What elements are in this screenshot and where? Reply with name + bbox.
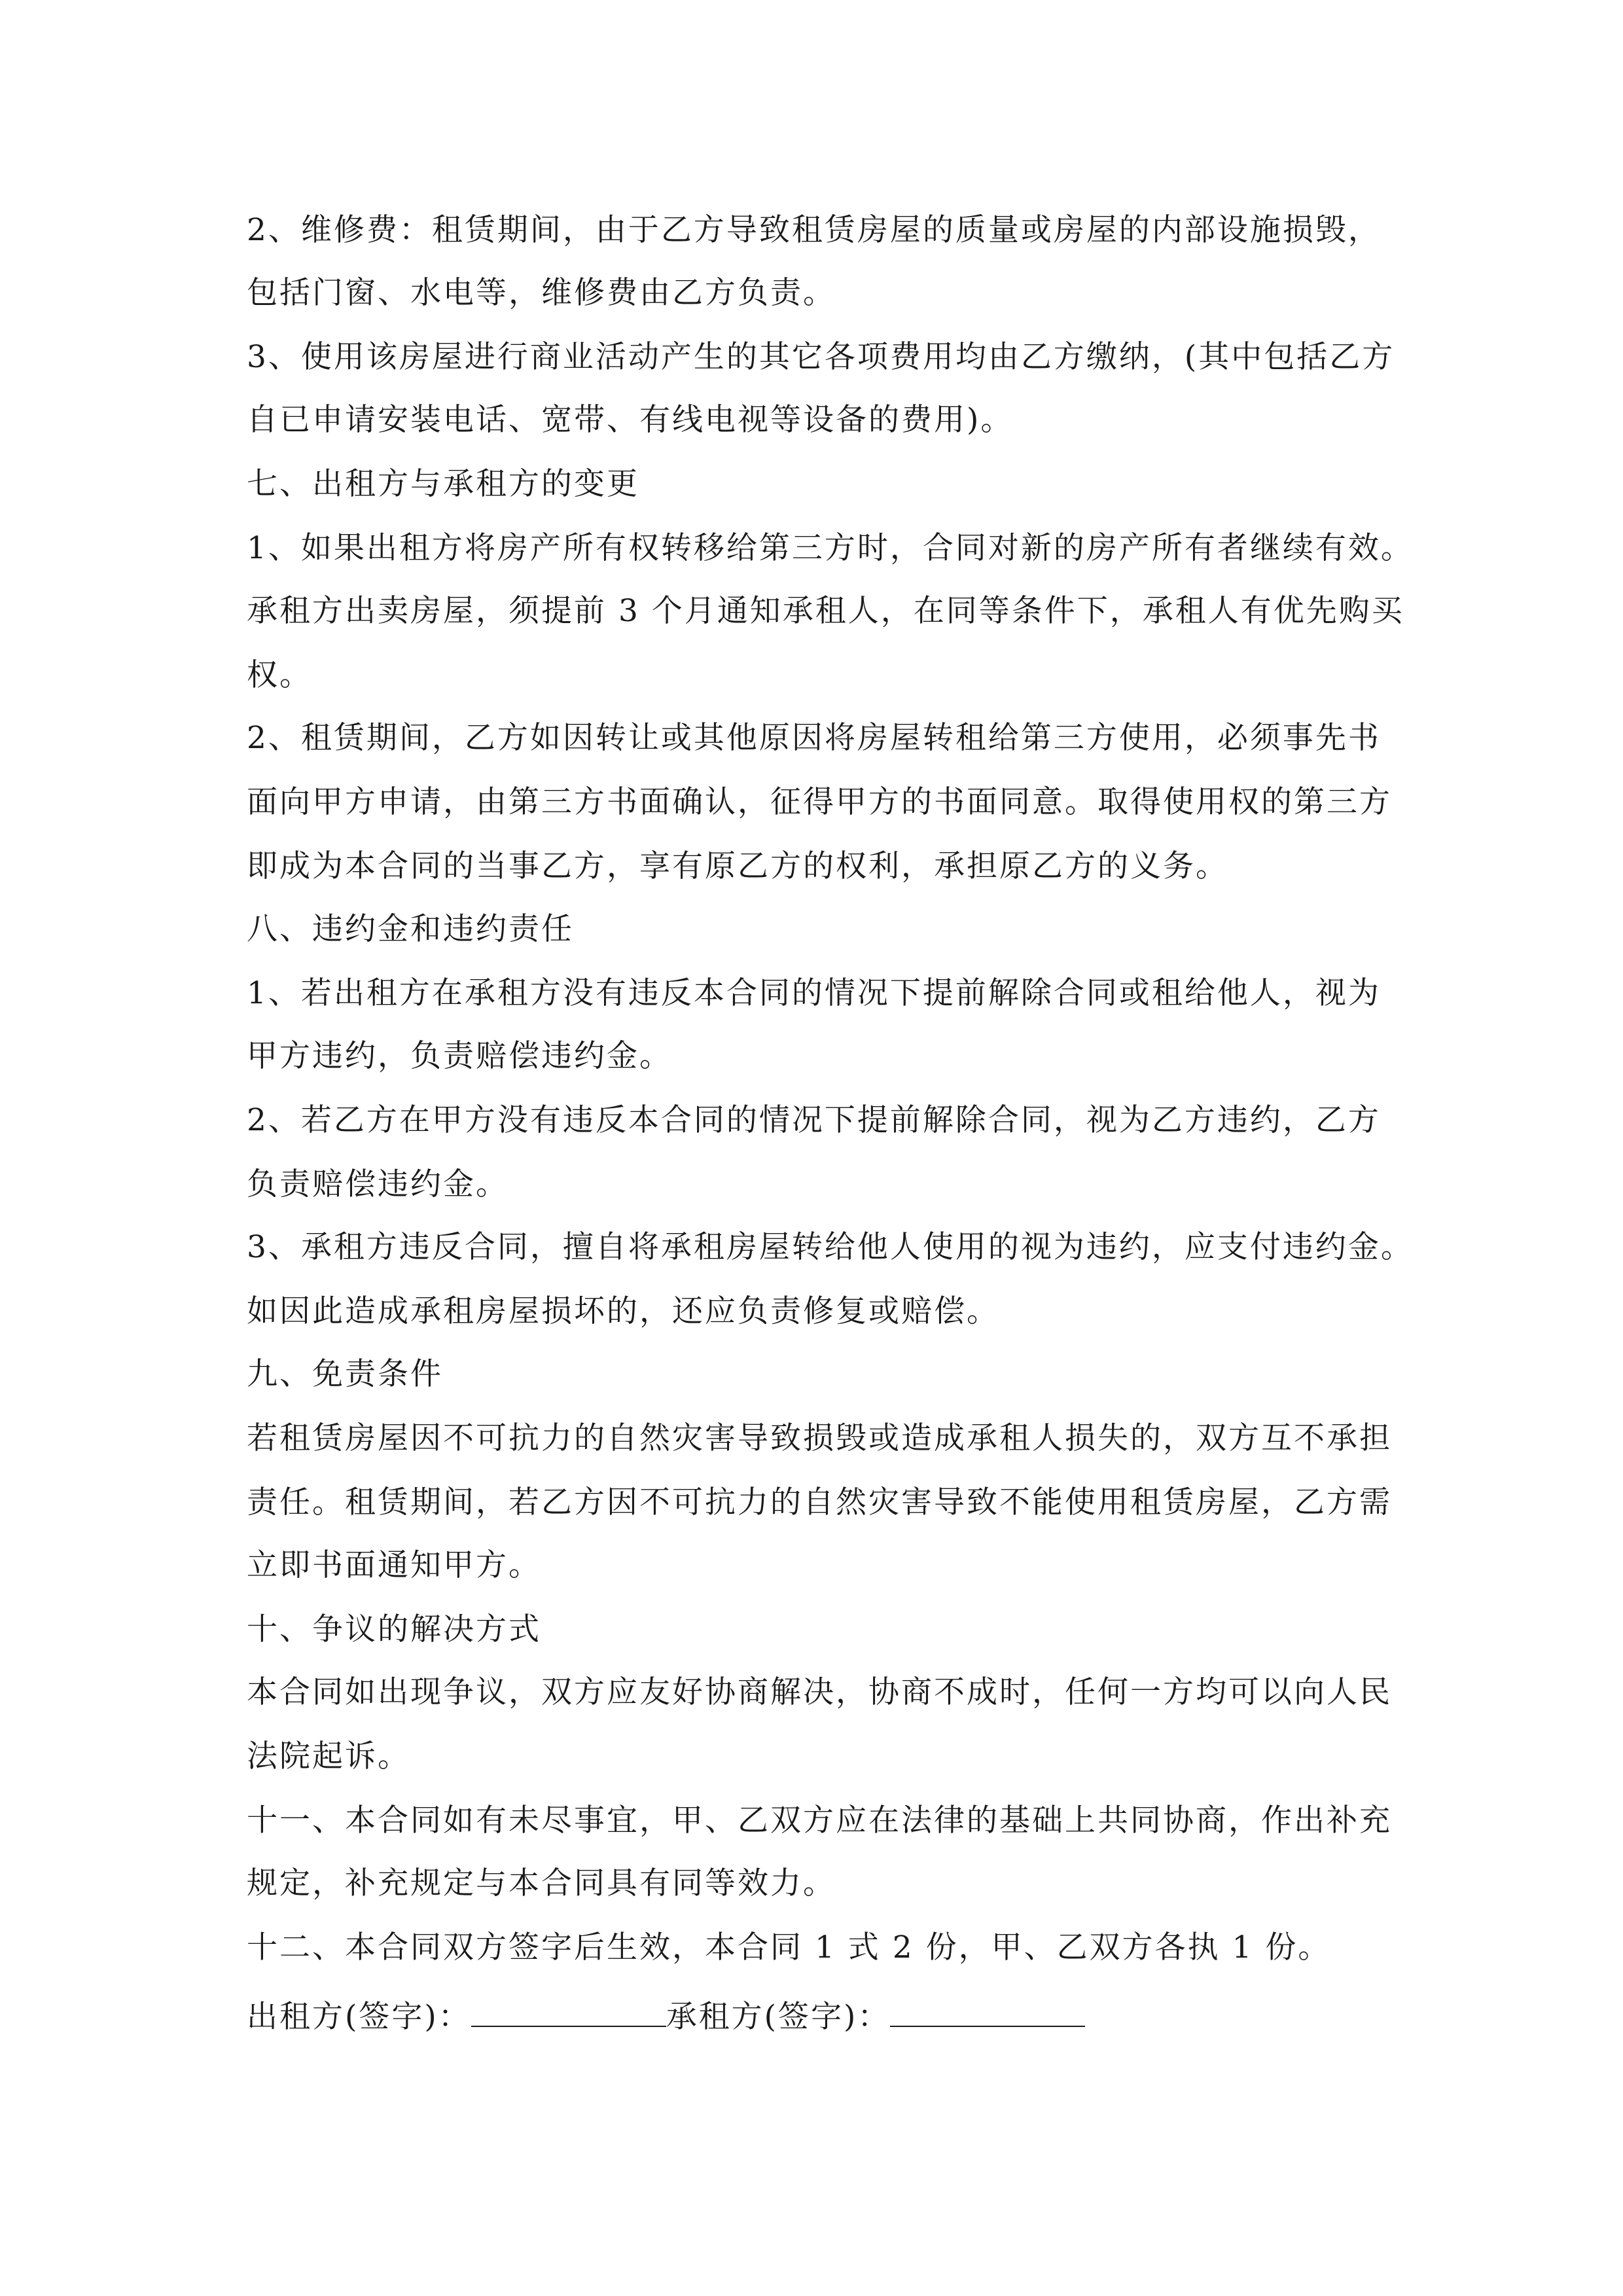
text-line: 3、使用该房屋进行商业活动产生的其它各项费用均由乙方缴纳，(其中包括乙方 [247,339,1395,375]
lessee-signature-blank [890,1998,1085,2027]
section-heading: 七、出租方与承租方的变更 [247,466,639,502]
text-line: 权。 [247,657,312,693]
text-line: 负责赔偿违约金。 [247,1166,508,1202]
text-line: 2、租赁期间，乙方如因转让或其他原因将房屋转租给第三方使用，必须事先书 [247,720,1381,756]
text-line: 自已申请安装电话、宽带、有线电视等设备的费用)。 [247,402,1014,438]
lessee-signature-label: 承租方(签字)： [666,1999,891,2035]
text-line: 十二、本合同双方签字后生效，本合同 1 式 2 份，甲、乙双方各执 1 份。 [247,1929,1331,1965]
text-line: 2、维修费：租赁期间，由于乙方导致租赁房屋的质量或房屋的内部设施损毁， [247,212,1381,248]
signature-line [247,1998,1085,2037]
text-line: 包括门窗、水电等，维修费由乙方负责。 [247,275,836,311]
section-heading: 十、争议的解决方式 [247,1611,541,1647]
section-heading: 九、免责条件 [247,1356,443,1392]
text-line: 责任。租赁期间，若乙方因不可抗力的自然灾害导致不能使用租赁房屋，乙方需 [247,1484,1392,1520]
text-line: 若租赁房屋因不可抗力的自然灾害导致损毁或造成承租人损失的，双方互不承担 [247,1420,1392,1456]
text-line: 承租方出卖房屋，须提前 3 个月通知承租人，在同等条件下，承租人有优先购买 [247,593,1404,629]
text-line: 3、承租方违反合同，擅自将承租房屋转给他人使用的视为违约，应支付违约金。 [247,1229,1414,1265]
section-heading: 八、违约金和违约责任 [247,911,574,947]
text-line: 十一、本合同如有未尽事宜，甲、乙双方应在法律的基础上共同协商，作出补充 [247,1803,1392,1839]
text-line: 法院起诉。 [247,1738,410,1774]
text-line: 立即书面通知甲方。 [247,1547,541,1583]
lessor-signature-label: 出租方(签字)： [247,1999,471,2035]
text-line: 2、若乙方在甲方没有违反本合同的情况下提前解除合同，视为乙方违约，乙方 [247,1102,1381,1138]
text-line: 1、如果出租方将房产所有权转移给第三方时，合同对新的房产所有者继续有效。 [247,530,1414,566]
text-line: 1、若出租方在承租方没有违反本合同的情况下提前解除合同或租给他人，视为 [247,975,1381,1011]
text-line: 即成为本合同的当事乙方，享有原乙方的权利，承担原乙方的义务。 [247,848,1228,884]
text-line: 规定，补充规定与本合同具有同等效力。 [247,1865,836,1901]
text-line: 甲方违约，负责赔偿违约金。 [247,1038,672,1074]
text-line: 面向甲方申请，由第三方书面确认，征得甲方的书面同意。取得使用权的第三方 [247,784,1392,820]
lessor-signature-blank [471,1998,666,2027]
text-line: 本合同如出现争议，双方应友好协商解决，协商不成时，任何一方均可以向人民 [247,1674,1392,1710]
text-line: 如因此造成承租房屋损坏的，还应负责修复或赔偿。 [247,1293,999,1329]
